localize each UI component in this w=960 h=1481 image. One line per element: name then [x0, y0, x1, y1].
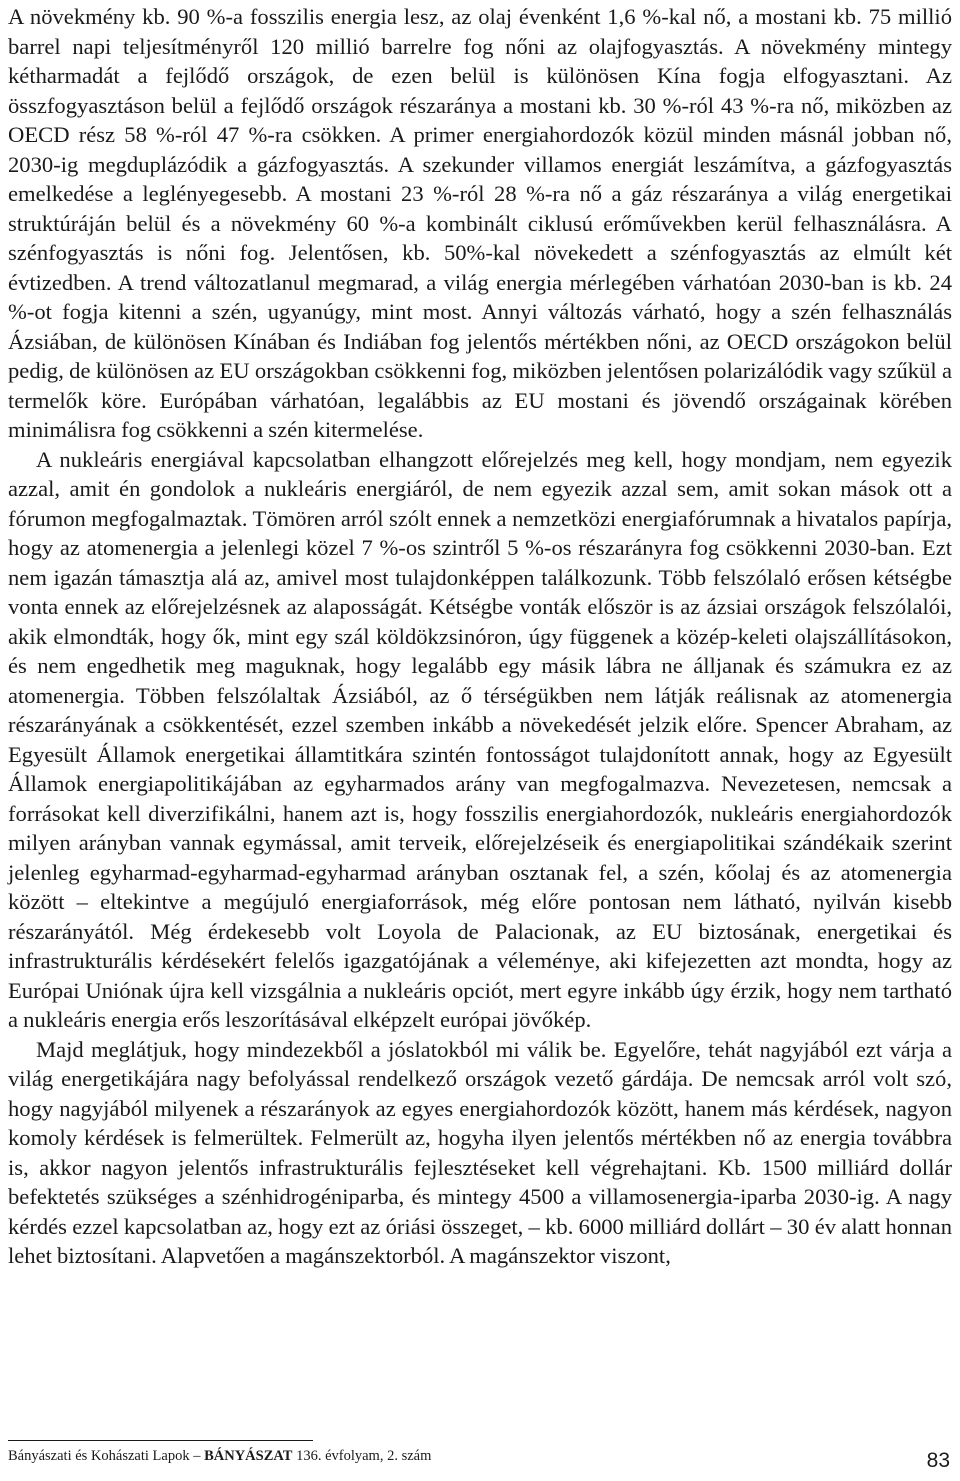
- paragraph-3: Majd meglátjuk, hogy mindezekből a jóslatokból mi válik be. Egyelőre, tehát nagyjából ezt várja a világ energetikájára nagy befolyással rendelkező országok vezető gárdája. De nemcsak arról volt szó, hogy nagyjából milyenek a részarányok az egyes energiahordozók között, hanem más kérdések, nagyon komoly kérdések is felmerültek. Felmerült az, hogyha ilyen jelentős mértékben nő az energia továbbra is, akkor nagyon jelentős infrastrukturális fejlesztéseket kell végrehajtani. Kb. 1500 milliárd dollár befektetés szükséges a szénhidrogéniparba, és mintegy 4500 a villamosenergia-iparba 2030-ig. A nagy kérdés ezzel kapcsolatban az, hogy ezt az óriási összeget, – kb. 6000 milliárd dollárt – 30 év alatt honnan lehet biztosítani. Alapvetően a magánszektorból. A magánszektor viszont,: [8, 1036, 952, 1268]
- footer-rule: [8, 1440, 313, 1441]
- page-footer: [8, 1447, 952, 1475]
- journal-name: Bányászati és Kohászati Lapok –: [8, 1448, 205, 1464]
- article-body: [8, 2, 952, 1271]
- journal-section: BÁNYÁSZAT: [204, 1448, 293, 1464]
- journal-issue: 136. évfolyam, 2. szám: [292, 1448, 432, 1464]
- page-number: 83: [926, 1449, 950, 1472]
- paragraph-1: A növekmény kb. 90 %-a fosszilis energia lesz, az olaj évenként 1,6 %-kal nő, a mostani kb. 75 millió barrel napi teljesítményről 120 millió barrelre fog nőni az olajfogyasztás. A növekmény mintegy kétharmadát a fejlődő országok, de ezen belül is különösen Kína fogja elfogyasztani. Az összfogyasztáson belül a fejlődő országok részaránya a mostani kb. 30 %-ról 43 %-ra nő, miközben az OECD rész 58 %-ról 47 %-ra csökken. A primer energiahordozók közül minden másnál jobban nő, 2030-ig megduplázódik a gázfogyasztás. A szekunder villamos energiát leszámítva, a gázfogyasztás emelkedése a leglényegesebb. A mostani 23 %-ról 28 %-ra nő a gáz részaránya a világ energetikai struktúráján belül és a növekmény 60 %-a kombinált ciklusú erőművekben kerül felhasználásra. A szénfogyasztás is nőni fog. Jelentősen, kb. 50%-kal növekedett a szénfogyasztás az elmúlt két évtizedben. A trend változatlanul megmarad, a világ energia mérlegében várhatóan 2030-ban is kb. 24 %-ot fogja kitenni a szén, ugyanúgy, mint most. Annyi változás várható, hogy a szén felhasználás Ázsiában, de különösen Kínában és Indiában fog jelentős mértékben nőni, az OECD országokon belül pedig, de különösen az EU országokban csökkenni fog, miközben jelentősen polarizálódik vagy szűkül a termelők köre. Európában várhatóan, legalábbis az EU mostani és jövendő országainak körében minimálisra fog csökkenni a szén kitermelése.: [8, 4, 952, 442]
- paragraph-2: A nukleáris energiával kapcsolatban elhangzott előrejelzés meg kell, hogy mondjam, nem egyezik azzal, amit én gondolok a nukleáris energiáról, de nem egyezik azzal sem, amit sokan mások ott a fórumon megfogalmaztak. Tömören arról szólt ennek a nemzetközi energiafórumnak a hivatalos papírja, hogy az atomenergia a jelenlegi közel 7 %-os szintről 5 %-os részarányra fog csökkenni 2030-ban. Ezt nem igazán támasztja alá az, amivel most tulajdonképpen találkozunk. Több felszólaló erősen kétségbe vonta ennek az előrejelzésnek az alaposságát. Kétségbe vonták először is az ázsiai országok felszólalói, akik elmondták, hogy ők, mint egy szál köldökzsinóron, úgy függenek a közép-keleti olajszállításokon, és nem engedhetik meg maguknak, hogy legalább egy másik lábra ne álljanak és számukra ez az atomenergia. Többen felszólaltak Ázsiából, az ő térségükben nem látják reálisnak az atomenergia részarányának a csökkentését, ezzel szemben inkább a növekedését jelzik előre. Spencer Abraham, az Egyesült Államok energetikai államtitkára szintén fontosságot tulajdonított annak, hogy az Egyesült Államok energiapolitikájában az egyharmados arány van megfogalmazva. Nevezetesen, nemcsak a forrásokat kell diverzifikálni, hanem azt is, hogy fosszilis energiahordozók, nukleáris energiahordozók milyen arányban vannak egymással, amit terveik, előrejelzéseik és energiapolitikai szándékaik szerint jelenleg egyharmad-egyharmad-egyharmad arányban osztanak fel, a szén, kőolaj és az atomenergia között – eltekintve a megújuló energiaforrások, még előre pontosan nem látható, nyilván kisebb részarányától. Még érdekesebb volt Loyola de Palacionak, az EU biztosának, energetikai és infrastrukturális kérdésekért felelős igazgatójának a véleménye, aki kifejezetten azt mondta, hogy az Európai Uniónak újra kell vizsgálnia a nukleáris opciót, mert egyre inkább úgy érzik, hogy nem tartható a nukleáris energia erős leszorításával elképzelt európai jövőkép.: [8, 446, 952, 1032]
- journal-citation: [8, 1447, 431, 1465]
